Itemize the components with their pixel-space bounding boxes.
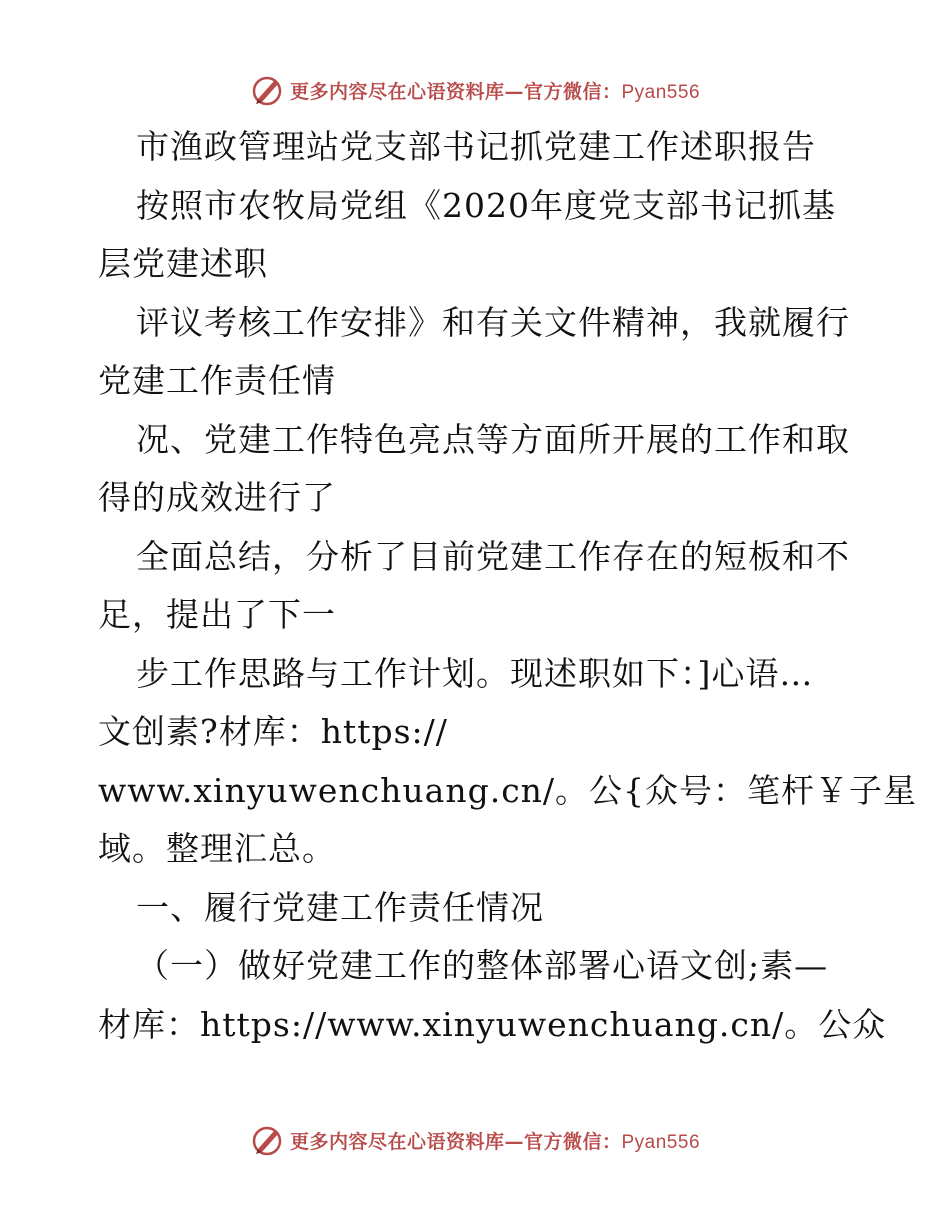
text-line: 况、党建工作特色亮点等方面所开展的工作和取 [136, 419, 850, 459]
text-line: 材库：https://www.xinyuwenchuang.cn/。公众 [98, 1004, 887, 1044]
text-line: 足，提出了下一 [98, 595, 336, 634]
text-line: 得的成效进行了 [98, 478, 336, 517]
watermark-text: 更多内容尽在心语资料库—官方微信：Pyan556 [289, 1130, 701, 1153]
text-line: 一、履行党建工作责任情况 [136, 887, 544, 927]
text-line: 文创素?材库：https:// [98, 712, 448, 751]
text-line: 按照市农牧局党组《2020年度党支部书记抓基 [136, 185, 836, 225]
footer-watermark [0, 1120, 950, 1160]
text-line: 全面总结，分析了目前党建工作存在的短板和不 [136, 536, 850, 576]
document-body [98, 118, 918, 1054]
header-watermark [0, 70, 950, 110]
text-line: 层党建述职 [98, 244, 268, 283]
pen-logo-icon [250, 1123, 284, 1157]
text-line: 市渔政管理站党支部书记抓党建工作述职报告 [136, 127, 816, 166]
watermark-handle: Pyan556 [621, 1131, 701, 1153]
text-line: 域。整理汇总。 [98, 829, 336, 868]
text-line: （一）做好党建工作的整体部署心语文创;素— [136, 946, 829, 985]
pen-logo-icon [250, 73, 284, 107]
watermark-text: 更多内容尽在心语资料库—官方微信：Pyan556 [289, 80, 701, 103]
watermark-handle: Pyan556 [621, 81, 701, 103]
text-line: 步工作思路与工作计划。现述职如下：]心语… [136, 653, 814, 693]
text-line: 党建工作责任情 [98, 361, 336, 400]
text-line: 评议考核工作安排》和有关文件精神，我就履行 [136, 302, 850, 342]
text-line: www.xinyuwenchuang.cn/。公{众号：笔杆￥子星 [98, 770, 918, 810]
